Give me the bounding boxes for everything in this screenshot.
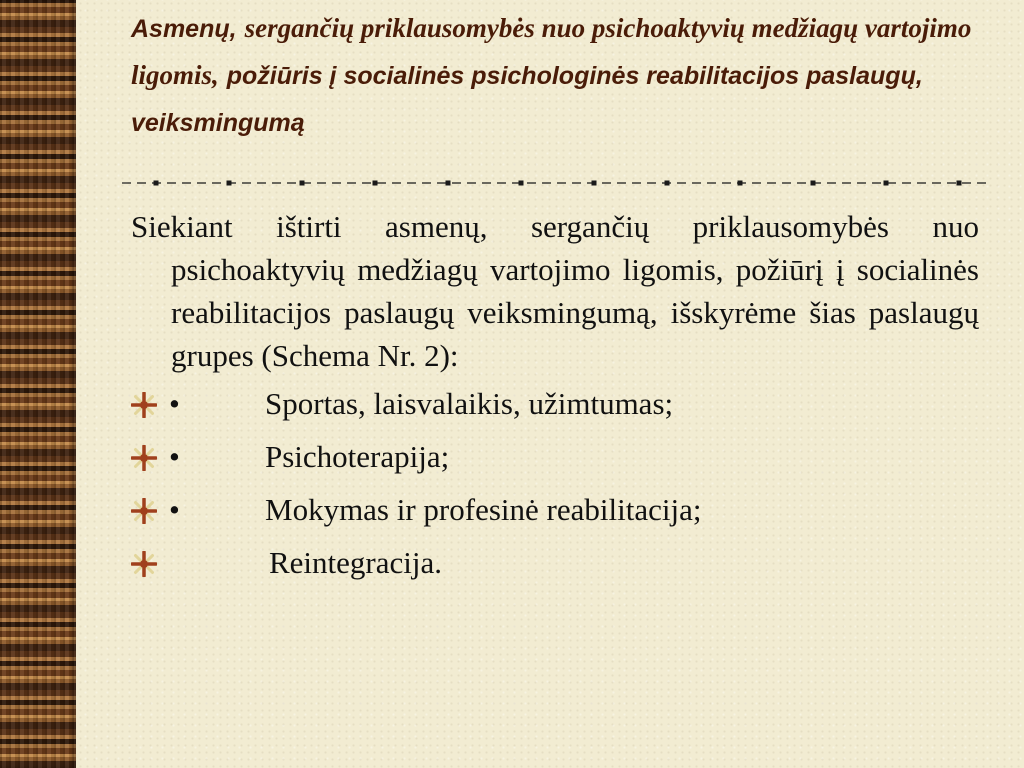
star-burst-icon [131,445,157,471]
decorative-side-bar [0,0,76,768]
list-item-text: Sportas, laisvalaikis, užimtumas; [265,386,674,421]
dashed-divider [122,176,990,190]
list-item [131,488,979,541]
list-item-text: Psichoterapija; [265,439,450,474]
list-item-text: Mokymas ir profesinė reabilitacija; [265,492,702,527]
slide-title [131,4,1001,145]
list-item [131,435,979,488]
intro-paragraph: Siekiant ištirti asmenų, sergančių priklausomybės nuo psichoaktyvių medžiagų vartojimo ligomis, požiūrį į socialinės reabilitacijos paslaugų veiksmingumą, išskyrėme šias paslaugų grupes (Schema Nr. 2): [131,209,979,373]
bullet-dot: • [169,439,180,474]
title-part-2: sergančių priklausomybės nuo psichoaktyvių medžiagų vartojimo ligomis, [131,13,972,90]
bullet-dot: • [169,386,180,421]
title-part-1: Asmenų, [131,15,237,43]
list-item [131,541,979,594]
slide-body [131,205,979,594]
list-item [131,382,979,435]
star-burst-icon [131,498,157,524]
list-item-text: Reintegracija. [269,545,442,580]
bullet-dot: • [169,492,180,527]
title-part-3: požiūris į socialinės psichologinės reabilitacijos paslaugų, veiksmingumą [131,62,923,137]
star-burst-icon [131,392,157,418]
star-burst-icon [131,551,157,577]
